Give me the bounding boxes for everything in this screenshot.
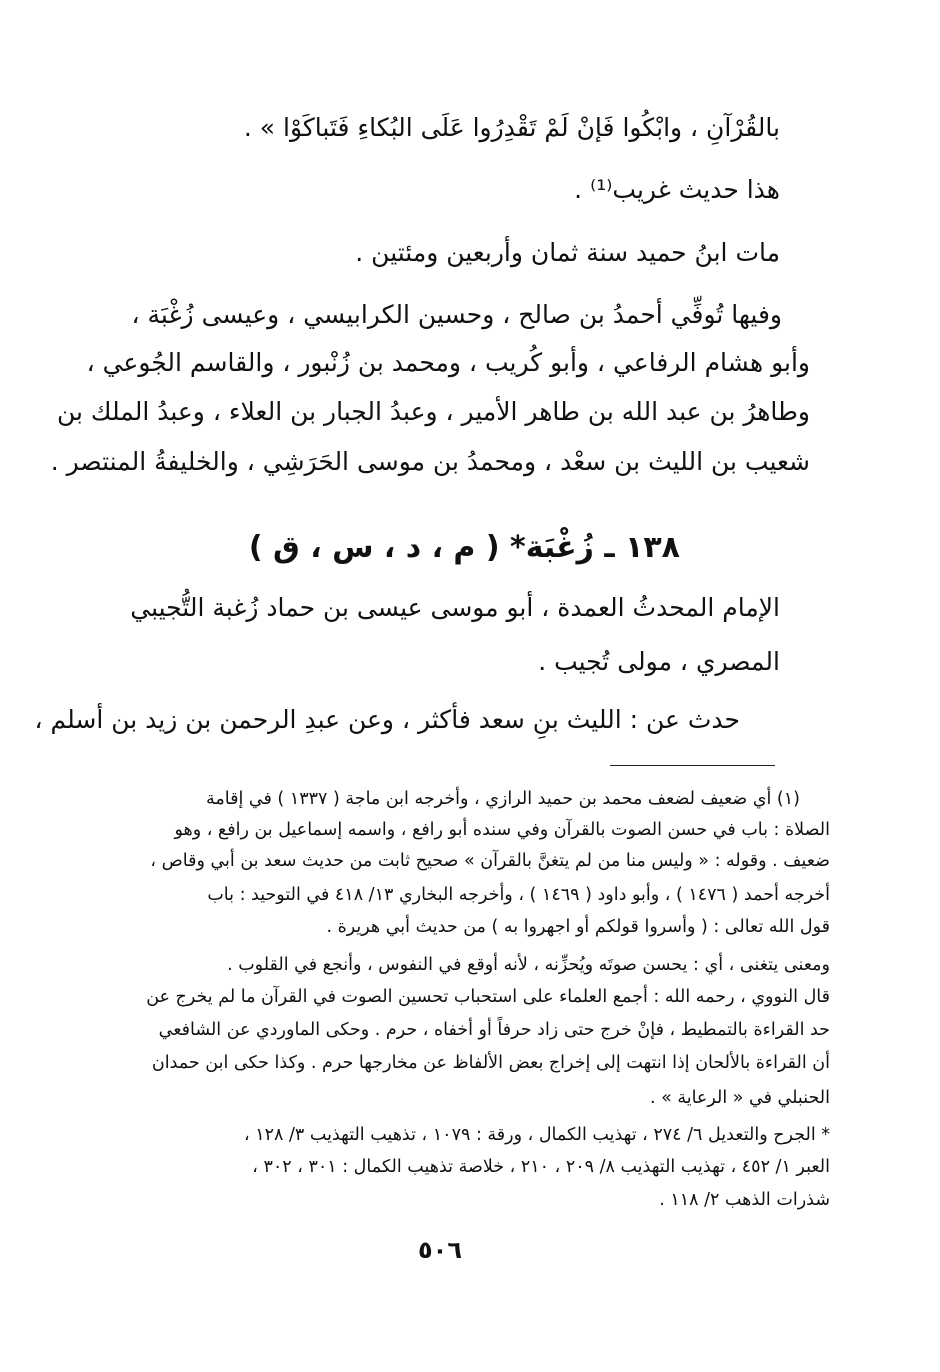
source-line: العبر ١/ ٤٥٢ ، تهذيب التهذيب ٨/ ٢٠٩ ، ٢١٠ ، خلاصة تذهيب الكمال : ٣٠١ ، ٣٠٢ ،	[252, 1157, 830, 1177]
source-line: شذرات الذهب ٢/ ١١٨ .	[659, 1190, 830, 1210]
bio-text-line: المصري ، مولى تُجيب .	[538, 647, 780, 676]
main-text-line: مات ابنُ حميد سنة ثمان وأربعين ومئتين .	[355, 238, 780, 267]
footnote-line: قول الله تعالى : ( وأسروا قولكم أو اجهروا به ) من حديث أبي هريرة .	[326, 917, 830, 937]
footnote-line: ومعنى يتغنى ، أي : يحسن صوتَه ويُحزِّنه ، لأنه أوقع في النفوس ، وأنجع في القلوب .	[227, 955, 830, 975]
main-text-line: بالقُرْآنِ ، وابْكُوا فَإنْ لَمْ تَقْدِرُوا عَلَى البُكاءِ فَتَباكَوْا » .	[243, 113, 780, 142]
footnote-line: حد القراءة بالتمطيط ، فإنْ خرج حتى زاد حرفاً أو أخفاه ، حرم . وحكى الماوردي عن الشافعي	[158, 1020, 830, 1040]
footnote-line: قال النووي ، رحمه الله : أجمع العلماء على استحباب تحسين الصوت في القرآن ما لم يخرج عن	[146, 987, 830, 1007]
footnote-separator	[610, 765, 775, 766]
bio-text-line: حدث عن : الليث بنِ سعد فأكثر ، وعن عبدِ الرحمن بن زيد بن أسلم ،	[34, 705, 740, 734]
main-text-line: شعيب بن الليث بن سعْد ، ومحمدُ بن موسى الحَرَشِي ، والخليفةُ المنتصر .	[50, 447, 810, 476]
entry-heading: ١٣٨ ـ زُغْبَة* ( م ، د ، س ، ق )	[248, 530, 680, 565]
main-text-line: وأبو هشام الرفاعي ، وأبو كُريب ، ومحمد بن زُنْبور ، والقاسم الجُوعي ،	[86, 348, 810, 377]
footnote-line: أخرجه أحمد ( ١٤٧٦ ) ، وأبو داود ( ١٤٦٩ ) ، وأخرجه البخاري ١٣/ ٤١٨ في التوحيد : باب	[207, 885, 830, 905]
page-number: ٥٠٦	[418, 1236, 462, 1264]
main-text-line: وفيها تُوفِّي أحمدُ بن صالح ، وحسين الكرابيسي ، وعيسى زُغْبَة ،	[131, 300, 782, 329]
footnote-line: الحنبلي في « الرعاية » .	[649, 1088, 830, 1108]
footnote-line: (١) أي ضعيف لضعف محمد بن حميد الرازي ، وأخرجه ابن ماجة ( ١٣٣٧ ) في إقامة	[206, 789, 800, 809]
source-line: * الجرح والتعديل ٦/ ٢٧٤ ، تهذيب الكمال ، ورقة : ١٠٧٩ ، تذهيب التهذيب ٣/ ١٢٨ ،	[244, 1125, 830, 1145]
main-text-line: وطاهرُ بن عبد الله بن طاهر الأمير ، وعبدُ الجبار بن العلاء ، وعبدُ الملك بن	[56, 397, 810, 426]
footnote-line: ضعيف . وقوله : « وليس منا من لم يتغنَّ بالقرآن » صحيح ثابت من حديث سعد بن أبي وقاص ،	[150, 851, 830, 871]
bio-text-line: الإمام المحدثُ العمدة ، أبو موسى عيسى بن حماد زُغبة التُّجيبي	[130, 593, 780, 622]
footnote-line: الصلاة : باب في حسن الصوت بالقرآن وفي سنده أبو رافع ، واسمه إسماعيل بن رافع ، وهو	[174, 820, 830, 840]
main-text-line: هذا حديث غريب⁽¹⁾ .	[574, 175, 780, 204]
footnote-line: أن القراءة بالألحان إذا انتهت إلى إخراج بعض الألفاظ عن مخارجها حرم . وكذا حكى ابن حمدان	[151, 1053, 830, 1073]
